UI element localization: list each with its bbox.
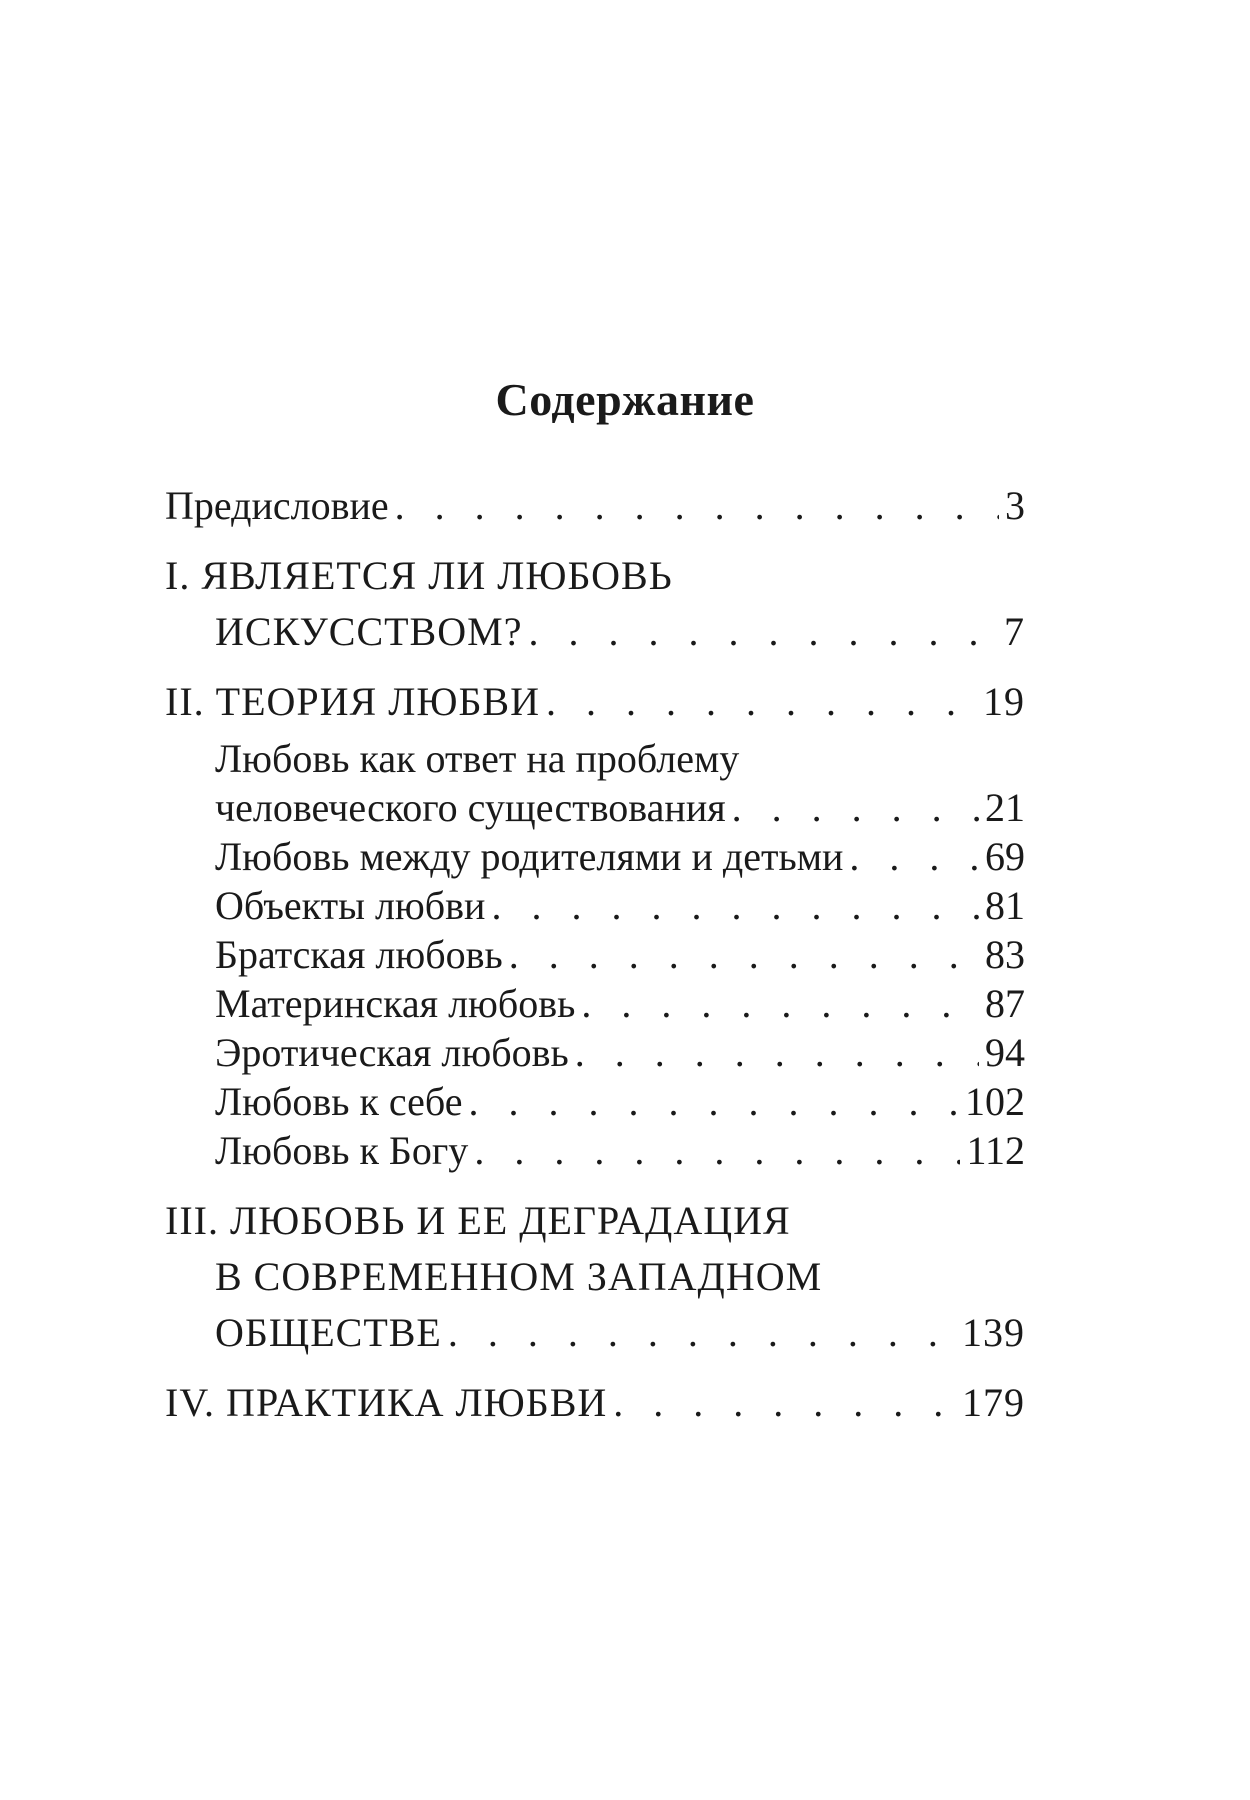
toc-page-number: 102: [965, 1079, 1025, 1124]
dot-leader: [569, 1028, 979, 1077]
toc-line: [165, 1249, 1025, 1305]
toc-entry-preface: [165, 478, 1025, 534]
toc-line: [165, 1305, 1025, 1361]
toc-entry-text: Материнская любовь: [215, 981, 576, 1026]
toc-entry-chapter-3: [165, 1193, 1025, 1361]
toc-entry-chapter-4: [165, 1375, 1025, 1431]
toc-entry-chapter-1: [165, 548, 1025, 660]
toc-line: [165, 1193, 1025, 1249]
toc-entry-text: II. ТЕОРИЯ ЛЮБВИ: [165, 679, 540, 724]
toc-subentry: [165, 1028, 1025, 1077]
toc-entry-text: III. ЛЮБОВЬ И ЕЕ ДЕГРАДАЦИЯ: [165, 1198, 791, 1243]
dot-leader: [726, 783, 979, 832]
toc-page-number: 81: [985, 883, 1025, 928]
toc-page-number: 3: [1005, 483, 1025, 528]
toc-line: [165, 930, 1025, 979]
toc-page-number: 69: [985, 834, 1025, 879]
toc-line: [165, 1077, 1025, 1126]
dot-leader: [522, 604, 998, 660]
toc-line: [165, 1375, 1025, 1431]
toc-subentry: [165, 1126, 1025, 1175]
toc-page-number: 112: [966, 1128, 1025, 1173]
toc-entry-text: человеческого существования: [215, 785, 726, 830]
toc-page-number: 87: [985, 981, 1025, 1026]
page-title: Содержание: [495, 374, 755, 425]
dot-leader: [607, 1375, 956, 1431]
toc-entry-text: ИСКУССТВОМ?: [215, 609, 523, 654]
dot-leader: [503, 930, 979, 979]
dot-leader: [463, 1077, 960, 1126]
dot-leader: [485, 881, 979, 930]
toc-subentry: [165, 734, 1025, 832]
toc-line: [165, 1126, 1025, 1175]
toc-entry-text: Любовь к Богу: [215, 1128, 469, 1173]
toc-entry-text: Братская любовь: [215, 932, 503, 977]
toc-subentry: [165, 832, 1025, 881]
toc-line: [165, 832, 1025, 881]
toc-line: [165, 478, 1025, 534]
dot-leader: [442, 1305, 956, 1361]
toc-line: [165, 734, 1025, 783]
toc-line: [165, 979, 1025, 1028]
dot-leader: [575, 979, 979, 1028]
toc-page-number: 179: [962, 1380, 1025, 1425]
toc-subentry: [165, 881, 1025, 930]
toc-subentry: [165, 979, 1025, 1028]
toc-entry-text: Любовь между родителями и детьми: [215, 834, 844, 879]
toc-entry-text: IV. ПРАКТИКА ЛЮБВИ: [165, 1380, 608, 1425]
toc-entry-text: Любовь к себе: [215, 1079, 463, 1124]
dot-leader: [843, 832, 979, 881]
toc-page-number: 21: [985, 785, 1025, 830]
toc-entry-text: Любовь как ответ на проблему: [215, 736, 740, 781]
toc-entry-text: I. ЯВЛЯЕТСЯ ЛИ ЛЮБОВЬ: [165, 553, 673, 598]
toc-line: [165, 783, 1025, 832]
toc-line: [165, 881, 1025, 930]
toc-entry-text: Эротическая любовь: [215, 1030, 569, 1075]
toc-entry-text: Предисловие: [165, 483, 389, 528]
table-of-contents: [165, 478, 1025, 1431]
toc-page-number: 83: [985, 932, 1025, 977]
toc-entry-chapter-2: [165, 674, 1025, 730]
toc-entry-text: Объекты любви: [215, 883, 486, 928]
toc-page-number: 7: [1004, 609, 1025, 654]
toc-subentry: [165, 930, 1025, 979]
dot-leader: [389, 478, 999, 534]
toc-entry-text: ОБЩЕСТВЕ: [215, 1310, 442, 1355]
toc-line: [165, 674, 1025, 730]
toc-line: [165, 604, 1025, 660]
toc-entry-text: В СОВРЕМЕННОМ ЗАПАДНОМ: [215, 1254, 823, 1299]
toc-subentry: [165, 1077, 1025, 1126]
dot-leader: [540, 674, 977, 730]
toc-page-number: 19: [983, 679, 1025, 724]
toc-line: [165, 548, 1025, 604]
toc-page-number: 139: [962, 1310, 1025, 1355]
toc-line: [165, 1028, 1025, 1077]
toc-page-number: 94: [985, 1030, 1025, 1075]
dot-leader: [468, 1126, 960, 1175]
